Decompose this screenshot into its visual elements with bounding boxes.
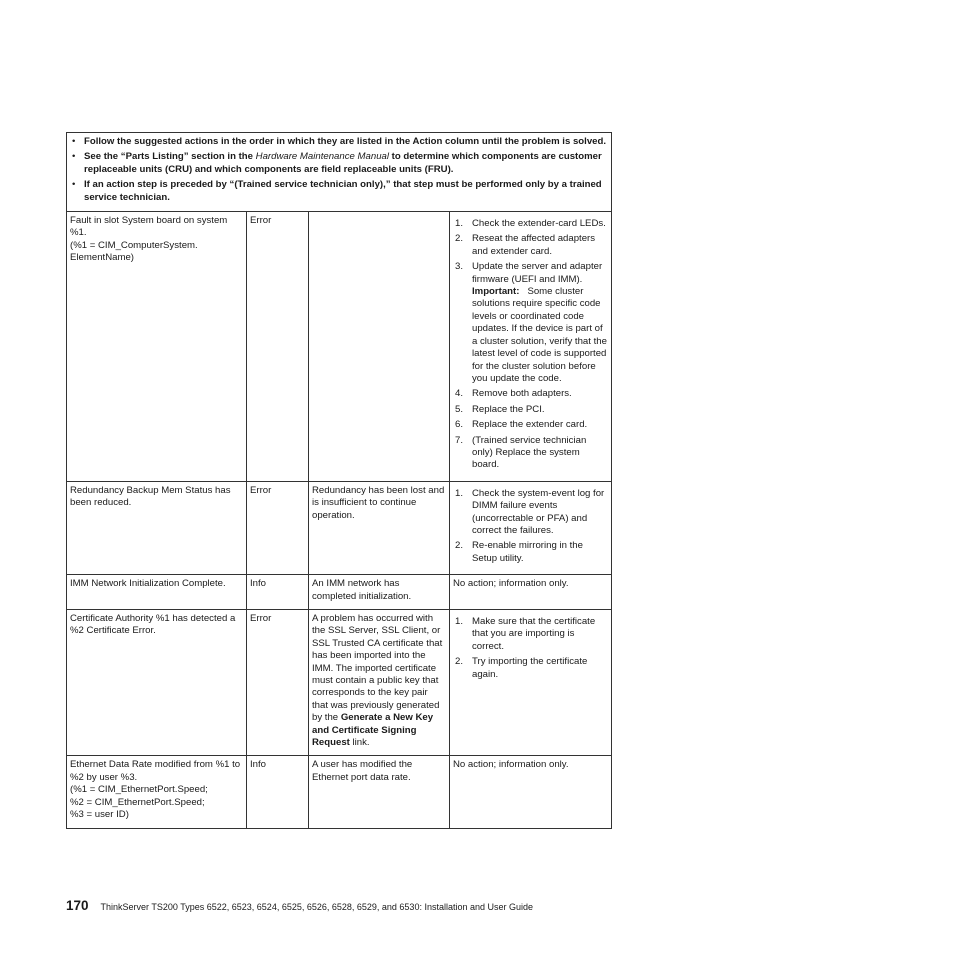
- event-message-table: [66, 132, 612, 829]
- action-cell: No action; information only.: [450, 756, 612, 828]
- document-title: ThinkServer TS200 Types 6522, 6523, 6524, 6525, 6526, 6528, 6529, and 6530: Installation and User Guide: [100, 902, 534, 912]
- link-name: Generate a New Key and Certificate Signing Request: [312, 712, 434, 749]
- action-step: 2. Try importing the certificate again.: [455, 656, 588, 680]
- action-step: 1. Check the system-event log for DIMM failure events (uncorrectable or PFA) and correct the failures.: [455, 487, 605, 536]
- severity-cell: Error: [247, 212, 309, 482]
- description-cell: A problem has occurred with the SSL Server, SSL Client, or SSL Trusted CA certificate that has been imported into the IMM. The imported certificate must contain a public key that corresponds to the key pair that was previously generated by the Generate a New Key and Certificate Signing Request link.: [309, 610, 450, 756]
- message-cell: Certificate Authority %1 has detected a %2 Certificate Error.: [67, 610, 247, 756]
- action-list: [453, 616, 608, 681]
- message-cell: Redundancy Backup Mem Status has been reduced.: [67, 481, 247, 574]
- action-step: 2. Re-enable mirroring in the Setup utility.: [455, 540, 583, 564]
- action-cell: No action; information only.: [450, 575, 612, 610]
- action-cell: [450, 212, 612, 482]
- table-row: [67, 756, 612, 828]
- table-row: [67, 481, 612, 574]
- description-cell: [309, 212, 450, 482]
- action-step: 4. Remove both adapters.: [455, 388, 572, 400]
- page-footer: [66, 898, 533, 913]
- note-item: • See the “Parts Listing” section in the Hardware Maintenance Manual to determine which components are customer replaceable units (CRU) and which components are field replaceable units (FRU).: [71, 151, 607, 176]
- action-step: 1. Check the extender-card LEDs.: [455, 218, 606, 230]
- action-step: 5. Replace the PCI.: [455, 403, 545, 415]
- severity-cell: Info: [247, 756, 309, 828]
- severity-cell: Info: [247, 575, 309, 610]
- page-number: 170: [66, 898, 89, 913]
- action-list: [453, 488, 608, 565]
- action-step: 3. Update the server and adapter firmware (UEFI and IMM). Important: Some cluster solutions require specific code levels or coordinated code updates. If the device is part of a cluster solution, verify that the latest level of code is supported for the cluster solution before you update the code.: [455, 261, 607, 384]
- message-cell: Fault in slot System board on system %1. (%1 = CIM_ComputerSystem. ElementName): [67, 212, 247, 482]
- action-step: 2. Reseat the affected adapters and extender card.: [455, 233, 596, 257]
- description-cell: An IMM network has completed initialization.: [309, 575, 450, 610]
- action-step: 1. Make sure that the certificate that you are importing is correct.: [455, 616, 596, 652]
- note-item: • If an action step is preceded by “(Trained service technician only),” that step must be performed only by a trained service technician.: [71, 179, 607, 204]
- table-row: [67, 575, 612, 610]
- table-row: [67, 212, 612, 482]
- action-step: 6. Replace the extender card.: [455, 419, 588, 431]
- note-item: • Follow the suggested actions in the order in which they are listed in the Action column until the problem is solved.: [71, 136, 607, 148]
- message-cell: IMM Network Initialization Complete.: [67, 575, 247, 610]
- notes-list: [71, 136, 607, 204]
- message-cell: Ethernet Data Rate modified from %1 to %2 by user %3. (%1 = CIM_EthernetPort.Speed; %2 = CIM_EthernetPort.Speed; %3 = user ID): [67, 756, 247, 828]
- important-note: Important: Some cluster solutions require specific code levels or coordinated code updates. If the device is part of a cluster solution, verify that the latest level of code is supported for the cluster solution before you update the code.: [472, 286, 607, 384]
- severity-cell: Error: [247, 481, 309, 574]
- action-cell: [450, 610, 612, 756]
- description-cell: A user has modified the Ethernet port data rate.: [309, 756, 450, 828]
- action-list: [453, 218, 608, 472]
- severity-cell: Error: [247, 610, 309, 756]
- action-cell: [450, 481, 612, 574]
- description-cell: Redundancy has been lost and is insufficient to continue operation.: [309, 481, 450, 574]
- table-header-notes: [67, 133, 612, 212]
- table-row: [67, 610, 612, 756]
- action-step: 7. (Trained service technician only) Replace the system board.: [455, 434, 587, 471]
